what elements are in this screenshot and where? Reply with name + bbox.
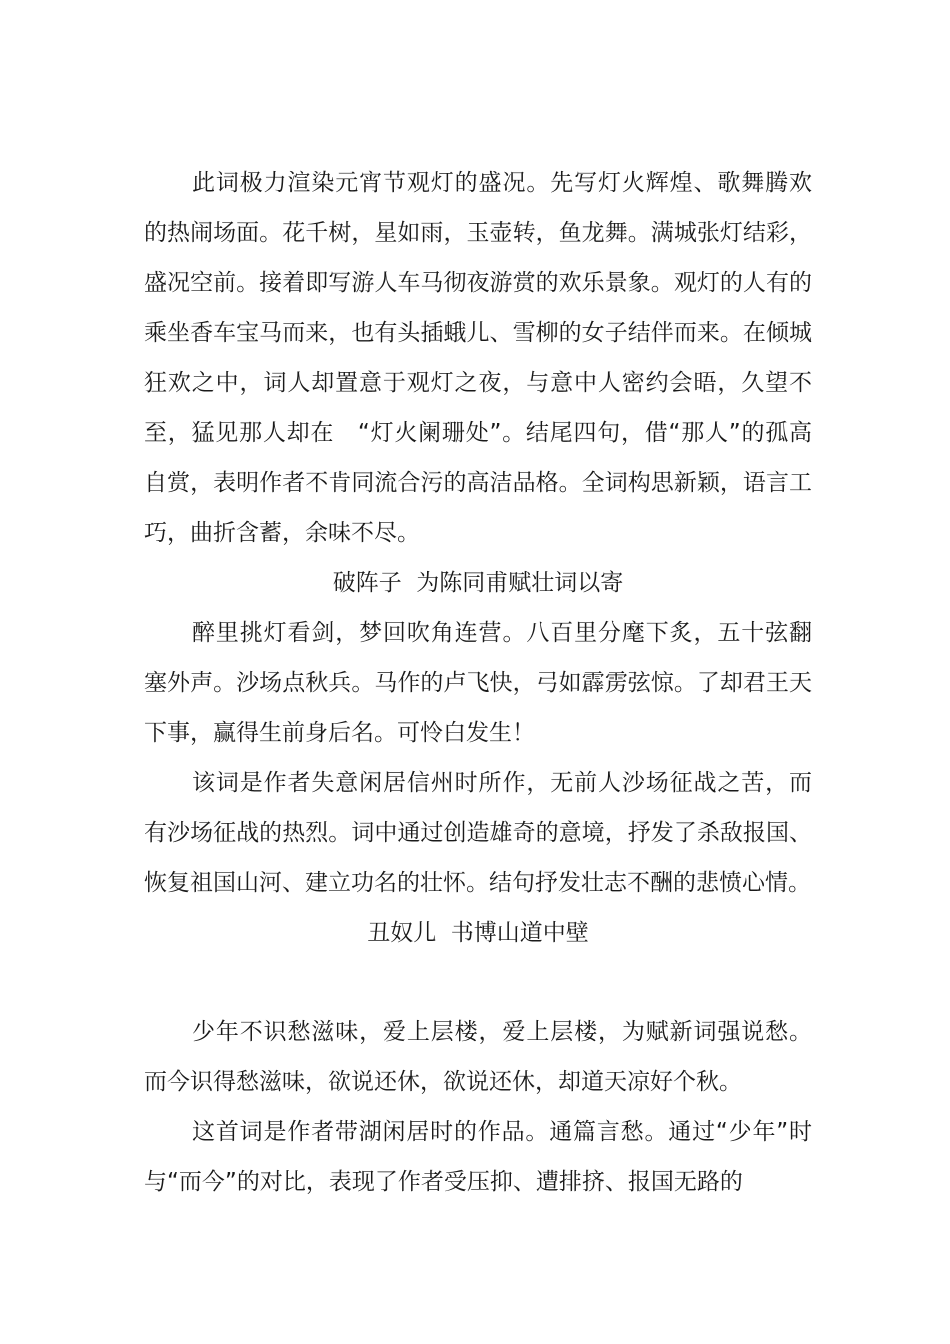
- poem-text-po-zhen-zi: 醉里挑灯看剑，梦回吹角连营。八百里分麾下炙，五十弦翻塞外声。沙场点秋兵。马作的卢飞快，弓如霹雳弦惊。了却君王天下事，赢得生前身后名。可怜白发生！: [144, 620, 812, 746]
- commentary-paragraph-2: 该词是作者失意闲居信州时所作，无前人沙场征战之苦，而有沙场征战的热烈。词中通过创造雄奇的意境，抒发了杀敌报国、恢复祖国山河、建立功名的壮怀。结句抒发壮志不酬的悲愤心情。: [144, 770, 812, 896]
- poem-title-chou-nu-er: 丑奴儿 书博山道中壁: [367, 920, 589, 946]
- commentary-paragraph-1: 此词极力渲染元宵节观灯的盛况。先写灯火辉煌、歌舞腾欢的热闹场面。花千树，星如雨，玉壶转，鱼龙舞。满城张灯结彩，盛况空前。接着即写游人车马彻夜游赏的欢乐景象。观灯的人有的乘坐香车宝马而来，也有头插蛾儿、雪柳的女子结伴而来。在倾城狂欢之中，词人却置意于观灯之夜，与意中人密约会晤，久望不至，猛见那人却在 “灯火阑珊处”。结尾四句，借“那人”的孤高自赏，表明作者不肯同流合污的高洁品格。全词构思新颖，语言工巧，曲折含蓄，余味不尽。: [144, 170, 812, 546]
- poem-text-chou-nu-er: 少年不识愁滋味，爱上层楼，爱上层楼，为赋新词强说愁。而今识得愁滋味，欲说还休，欲说还休，却道天凉好个秋。: [144, 1019, 812, 1095]
- poem-title-po-zhen-zi: 破阵子 为陈同甫赋壮词以寄: [332, 570, 624, 596]
- document-body: [144, 158, 812, 1207]
- blank-line: [144, 958, 812, 1007]
- commentary-paragraph-3: 这首词是作者带湖闲居时的作品。通篇言愁。通过“少年”时与“而今”的对比，表现了作者受压抑、遭排挤、报国无路的: [144, 1119, 812, 1195]
